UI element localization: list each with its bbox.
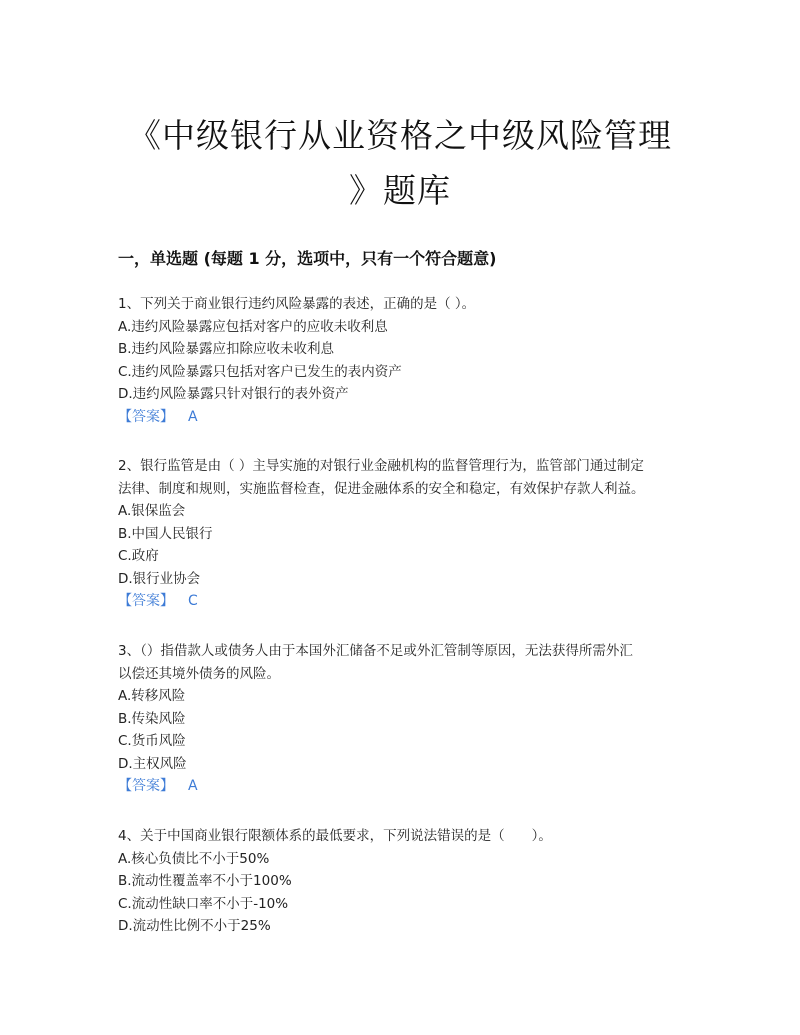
question-stem-cont: 法律、制度和规则，实施监督检查，促进金融体系的安全和稳定，有效保护存款人利益。 [118,480,645,497]
option-b: B.违约风险暴露应扣除应收未收利息 [118,341,335,357]
question-stem: 2、银行监管是由（ ）主导实施的对银行业金融机构的监督管理行为，监管部门通过制定 [118,458,644,474]
option-a: A.银保监会 [118,503,186,519]
answer-label: 【答案】 [118,408,174,425]
question-4 [118,825,688,938]
option-a: A.转移风险 [118,688,186,704]
answer-value: A [188,408,198,425]
option-c: C.政府 [118,548,159,564]
option-c: C.货币风险 [118,733,186,749]
question-3 [118,640,688,798]
answer-label: 【答案】 [118,778,174,794]
answer-line [118,406,688,429]
answer-line [118,590,688,613]
option-d: D.主权风险 [118,755,187,772]
option-a: A.核心负债比不小于50% [118,850,270,867]
option-d: D.银行业协会 [118,570,201,587]
question-2 [118,455,688,613]
answer-value: C [188,593,198,609]
question-stem: 3、（）指借款人或债务人由于本国外汇储备不足或外汇管制等原因，无法获得所需外汇 [118,643,633,659]
document-title [100,108,700,218]
title-line-1: 《中级银行从业资格之中级风险管理 [128,116,672,155]
answer-line [118,775,688,798]
option-a: A.违约风险暴露应包括对客户的应收未收利息 [118,318,388,335]
option-d: D.流动性比例不小于25% [118,918,271,934]
section-heading: 一，单选题 (每题 1 分，选项中，只有一个符合题意) [118,249,497,268]
option-b: B.流动性覆盖率不小于100% [118,873,292,889]
answer-label: 【答案】 [118,593,174,609]
option-d: D.违约风险暴露只针对银行的表外资产 [118,386,349,402]
question-stem: 1、下列关于商业银行违约风险暴露的表述，正确的是（ ）。 [118,296,476,312]
option-b: B.传染风险 [118,710,186,727]
answer-value: A [188,778,198,794]
option-b: B.中国人民银行 [118,525,213,542]
question-stem: 4、关于中国商业银行限额体系的最低要求，下列说法错误的是（ ）。 [118,828,552,844]
title-line-2: 》题库 [349,171,451,210]
option-c: C.违约风险暴露只包括对客户已发生的表内资产 [118,363,402,380]
question-stem-cont: 以偿还其境外债务的风险。 [118,665,280,682]
option-c: C.流动性缺口率不小于-10% [118,895,289,912]
question-1 [118,293,688,428]
